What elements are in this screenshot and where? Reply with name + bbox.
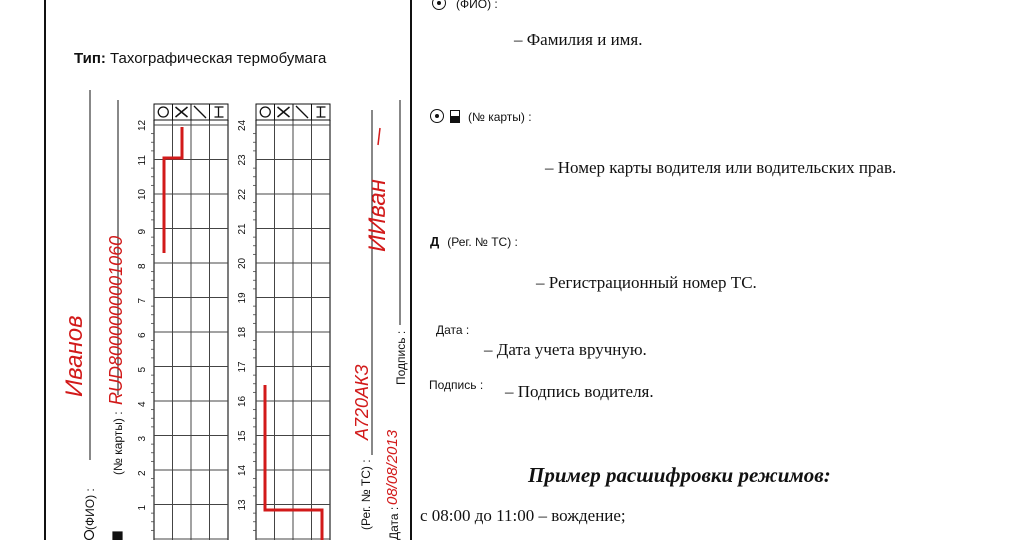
legend-reg-row xyxy=(430,233,518,251)
receipt-field-fio: (ФИО) : xyxy=(83,488,97,530)
legend-sign-label: Подпись : xyxy=(429,378,484,392)
hour-label: 16 xyxy=(237,395,248,407)
hour-label: 23 xyxy=(237,154,248,166)
legend-card-label: (№ карты) : xyxy=(468,110,532,124)
example-heading: Пример расшифровки режимов: xyxy=(528,463,831,487)
clock-icon xyxy=(158,107,168,117)
legend-fio-desc: – Фамилия и имя. xyxy=(514,30,643,49)
hour-label: 3 xyxy=(137,435,148,442)
hour-label: 18 xyxy=(237,326,248,338)
hour-label: 24 xyxy=(237,119,248,131)
hour-label: 21 xyxy=(237,223,248,235)
clock-icon xyxy=(430,109,444,123)
legend-fio-row xyxy=(432,0,498,13)
hand-card: RUD8000000001060 xyxy=(106,235,126,405)
hour-label: 5 xyxy=(137,366,148,373)
driving-icon xyxy=(176,107,188,117)
hour-label: 4 xyxy=(137,401,148,407)
legend-card-row xyxy=(430,108,532,126)
legend-card-desc: – Номер карты водителя или водительских прав. xyxy=(545,158,897,177)
reg-symbol: Д xyxy=(430,234,440,249)
driving-icon xyxy=(278,107,290,117)
receipt-field-date: Дата : xyxy=(387,506,401,540)
receipt-type-value: Тахографическая термобумага xyxy=(110,50,327,67)
fio-clock-icon xyxy=(85,531,94,540)
hour-label: 14 xyxy=(237,464,248,476)
card-icon xyxy=(450,110,460,123)
receipt-field-sign: Подпись : xyxy=(394,330,408,385)
legend-date-label: Дата : xyxy=(436,323,470,337)
availability-icon xyxy=(296,106,308,118)
legend-fio-label: (ФИО) : xyxy=(456,0,498,11)
legend-date-desc: – Дата учета вручную. xyxy=(484,340,647,359)
hour-label: 10 xyxy=(137,188,148,200)
hour-label: 11 xyxy=(137,155,148,166)
hand-surname: Иванов xyxy=(61,315,88,397)
rest-icon xyxy=(215,107,224,117)
hour-label: 17 xyxy=(237,361,248,373)
receipt-field-card: (№ карты) : xyxy=(111,411,125,475)
hour-label: 19 xyxy=(237,292,248,304)
rest-icon xyxy=(317,107,326,117)
card-icon xyxy=(113,532,122,540)
hand-name: ИИван xyxy=(364,179,391,252)
tachograph-receipt xyxy=(0,0,412,540)
hour-label: 20 xyxy=(237,257,248,269)
hand-reg: А720АКЗ xyxy=(352,364,372,440)
hour-label: 15 xyxy=(237,430,248,442)
hour-label: 9 xyxy=(137,228,148,235)
hour-label: 13 xyxy=(237,499,248,511)
hour-label: 22 xyxy=(237,188,248,200)
hour-label: 12 xyxy=(137,119,148,131)
clock-icon xyxy=(432,0,446,10)
clock-icon xyxy=(260,107,270,117)
example-line: с 08:00 до 11:00 – вождение; xyxy=(420,506,626,525)
hour-label: 7 xyxy=(137,297,148,304)
hand-name-dash xyxy=(378,128,380,145)
hand-date: 08/08/2013 xyxy=(384,429,401,505)
hour-label: 8 xyxy=(137,263,148,269)
legend-sign-desc: – Подпись водителя. xyxy=(505,382,654,401)
mode-icons xyxy=(154,104,330,120)
hour-label: 2 xyxy=(137,470,148,476)
legend-reg-label: (Рег. № ТС) : xyxy=(447,235,518,249)
receipt-field-reg: (Рег. № ТС) : xyxy=(359,459,373,530)
availability-icon xyxy=(194,106,206,118)
hour-label: 1 xyxy=(137,504,148,511)
hour-label: 6 xyxy=(137,332,148,338)
receipt-type-label: Тип: xyxy=(74,50,106,67)
legend-reg-desc: – Регистрационный номер ТС. xyxy=(536,273,757,292)
